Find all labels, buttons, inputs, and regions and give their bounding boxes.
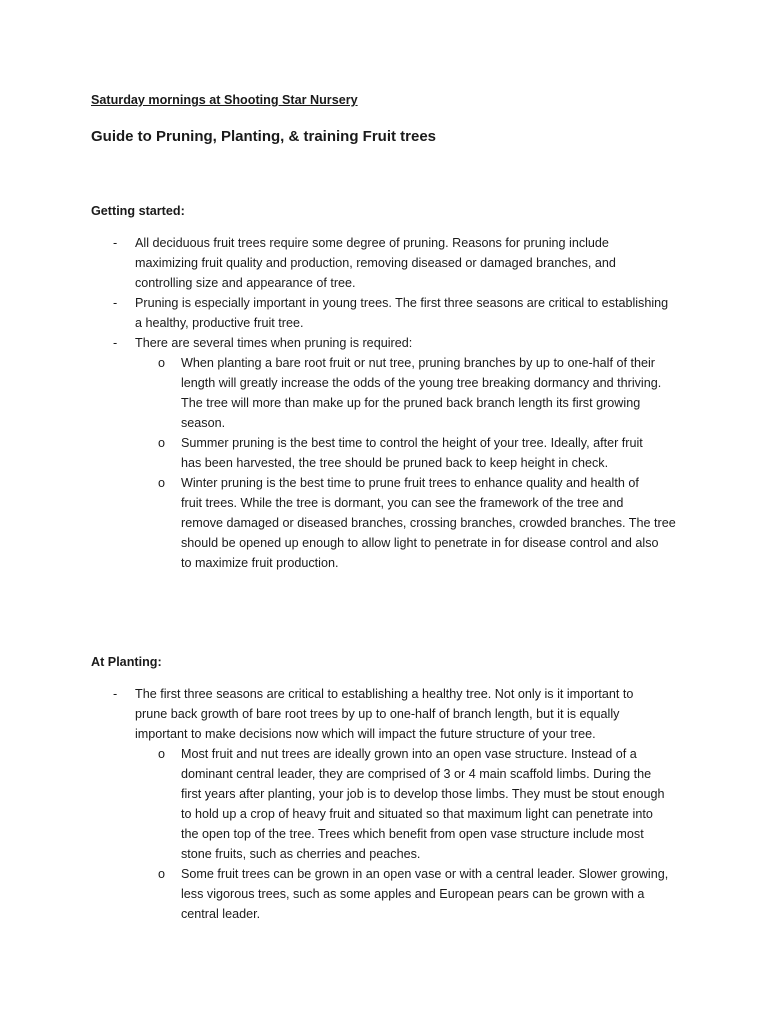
sub-bullet-marker: o	[158, 747, 166, 761]
sub-list-item-line: When planting a bare root fruit or nut tree, pruning branches by up to one-half of their	[181, 356, 655, 370]
list-item-line: There are several times when pruning is required:	[135, 336, 413, 350]
sub-list-item-line: less vigorous trees, such as some apples and European pears can be grown with a	[181, 887, 645, 901]
sub-list-item-line: should be opened up enough to allow light to penetrate in for disease control and also	[181, 536, 659, 550]
list-item-line: maximizing fruit quality and production, removing diseased or damaged branches, and	[135, 256, 616, 270]
section-heading-getting-started: Getting started:	[91, 204, 185, 218]
sub-list-item-line: remove damaged or diseased branches, crossing branches, crowded branches. The tree	[181, 516, 676, 530]
sub-list-item-line: has been harvested, the tree should be pruned back to keep height in check.	[181, 456, 609, 470]
sub-list-item-line: fruit trees. While the tree is dormant, you can see the framework of the tree and	[181, 496, 624, 510]
sub-list-item-line: to hold up a crop of heavy fruit and situated so that maximum light can penetrate into	[181, 807, 653, 821]
document-title: Guide to Pruning, Planting, & training Fruit trees	[91, 128, 437, 145]
list-item-line: The first three seasons are critical to establishing a healthy tree. Not only is it important to	[135, 687, 634, 701]
sub-bullet-marker: o	[158, 867, 166, 881]
sub-list-item-line: Winter pruning is the best time to prune fruit trees to enhance quality and health of	[181, 476, 639, 490]
bullet-marker: -	[113, 296, 118, 310]
sub-list-item-line: dominant central leader, they are comprised of 3 or 4 main scaffold limbs. During the	[181, 767, 652, 781]
sub-list-item-line: season.	[181, 416, 226, 430]
bullet-marker: -	[113, 336, 118, 350]
list-item-line: important to make decisions now which will impact the future structure of your tree.	[135, 727, 596, 741]
list-item-line: All deciduous fruit trees require some degree of pruning. Reasons for pruning include	[135, 236, 609, 250]
list-item-line: controlling size and appearance of tree.	[135, 276, 356, 290]
sub-list-item-line: first years after planting, your job is to develop those limbs. They must be stout enough	[181, 787, 665, 801]
section-heading-at-planting: At Planting:	[91, 655, 162, 669]
sub-list-item-line: to maximize fruit production.	[181, 556, 339, 570]
sub-list-item-line: Summer pruning is the best time to control the height of your tree. Ideally, after fruit	[181, 436, 643, 450]
bullet-marker: -	[113, 687, 118, 701]
sub-list-item-line: Most fruit and nut trees are ideally grown into an open vase structure. Instead of a	[181, 747, 637, 761]
sub-bullet-marker: o	[158, 356, 166, 370]
sub-list-item-line: central leader.	[181, 907, 261, 921]
sub-bullet-marker: o	[158, 436, 166, 450]
list-item-line: Pruning is especially important in young trees. The first three seasons are critical to establishing	[135, 296, 669, 310]
bullet-marker: -	[113, 236, 118, 250]
sub-list-item-line: The tree will more than make up for the pruned back branch length its first growing	[181, 396, 641, 410]
sub-list-item-line: length will greatly increase the odds of the young tree breaking dormancy and thriving.	[181, 376, 662, 390]
sub-bullet-marker: o	[158, 476, 166, 490]
list-item-line: prune back growth of bare root trees by up to one-half of branch length, but it is equally	[135, 707, 620, 721]
document-subtitle: Saturday mornings at Shooting Star Nursery	[91, 93, 358, 107]
sub-list-item-line: the open top of the tree. Trees which benefit from open vase structure include most	[181, 827, 644, 841]
sub-list-item-line: stone fruits, such as cherries and peaches.	[181, 847, 421, 861]
list-item-line: a healthy, productive fruit tree.	[135, 316, 304, 330]
sub-list-item-line: Some fruit trees can be grown in an open vase or with a central leader. Slower growing,	[181, 867, 669, 881]
